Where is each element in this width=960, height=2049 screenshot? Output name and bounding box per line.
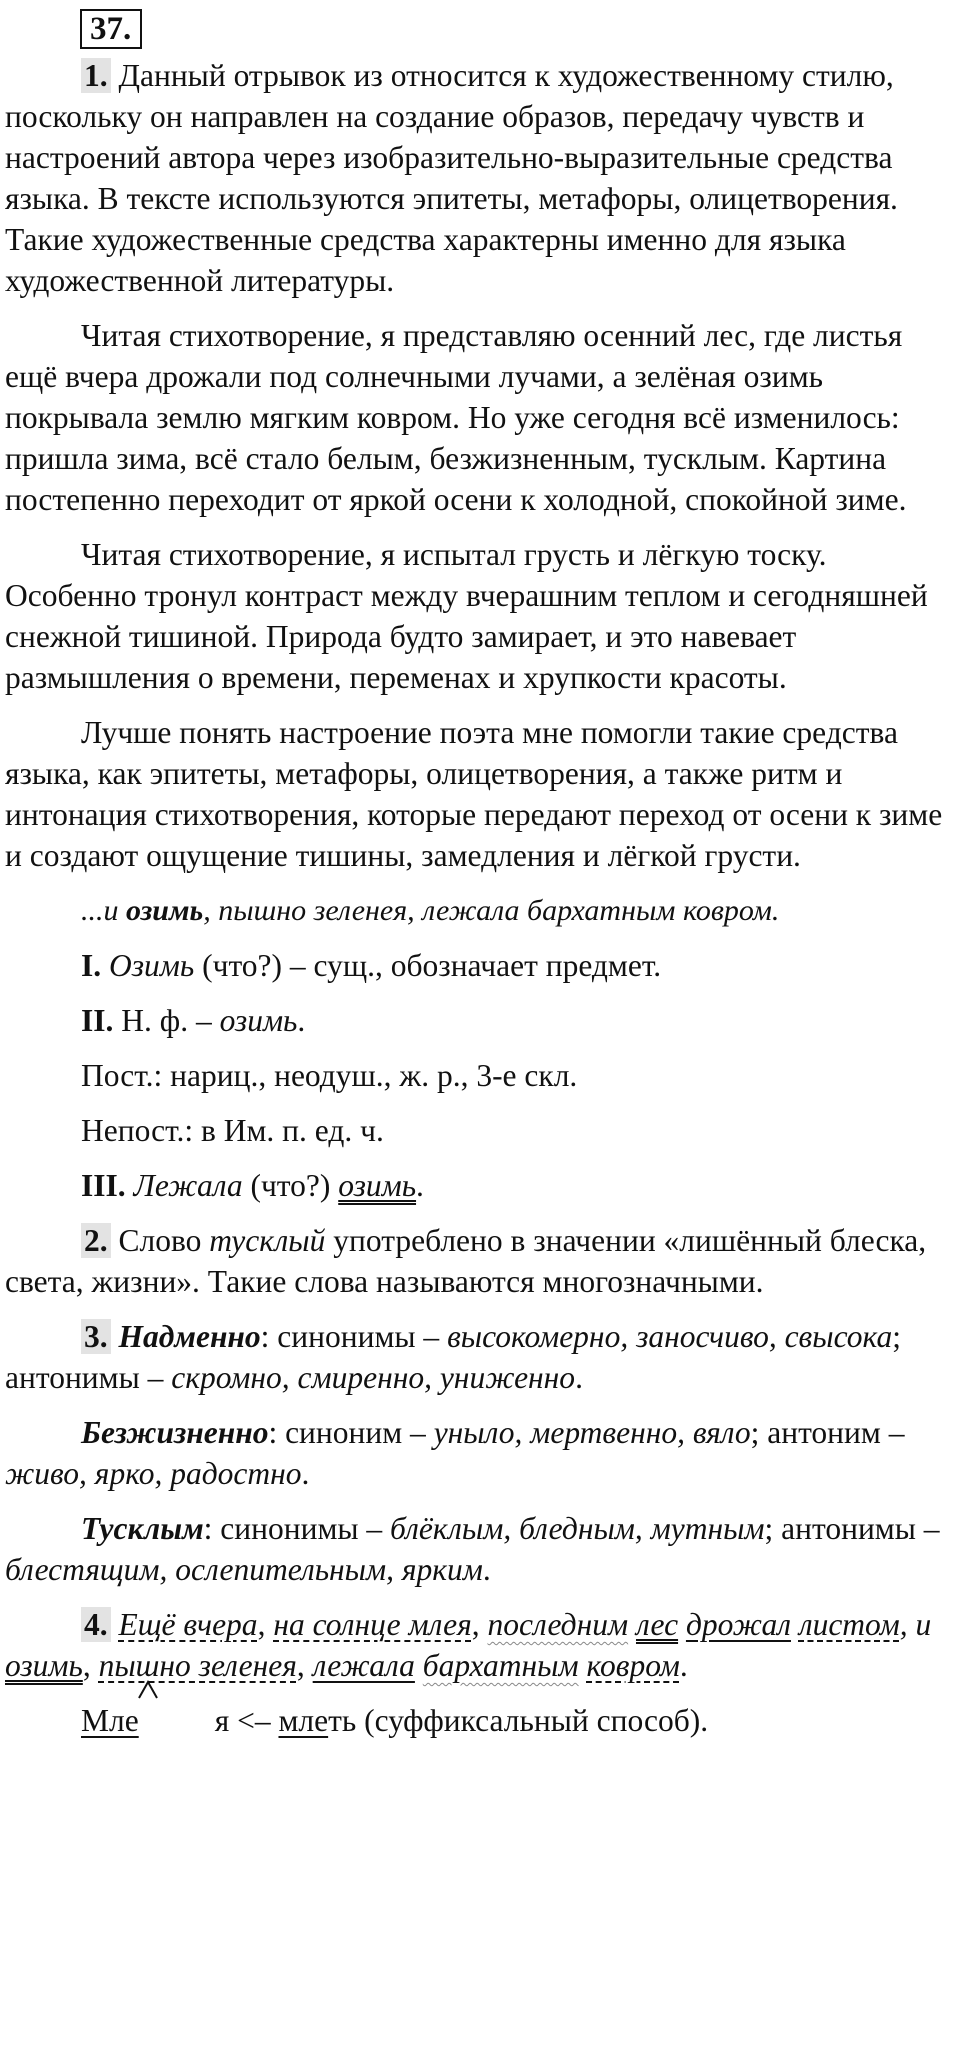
parse-step-2: II. Н. ф. – озимь. [81,1003,306,1038]
paragraph-1: 1. Данный отрывок из относится к художественному стилю, поскольку он направлен на создание образов, передачу чувств и настроений автора через изобразительно-выразительные средства языка. В тексте используются эпитеты, метафоры, олицетворения. Такие художественные средства характерны именно для языка художественной литературы. [5,58,898,298]
word-formation: Мле я <– млеть (суффиксальный способ). [5,1700,950,1741]
parse-step-3: III. Лежала (что?) озимь. [81,1168,424,1203]
item-number: 1. [81,58,111,93]
paragraph-4: Лучше понять настроение поэта мне помогли такие средства языка, как эпитеты, метафоры, олицетворения, а также ритм и интонация стихотворения, которые передают переход от осени к зиме и создают ощущение тишины, замедления и лёгкой грусти. [5,715,943,873]
suffix-marker: я [139,1700,230,1741]
item-2: 2. Слово тусклый употреблено в значении «лишённый блеска, света, жизни». Такие слова называются многозначными. [5,1223,927,1299]
parse-step-1: I. Озимь (что?) – сущ., обозначает предмет. [81,948,662,983]
item-3-bezzhiznenno: Безжизненно: синоним – уныло, мертвенно, вяло; антоним – живо, ярко, радостно. [5,1415,905,1491]
parse-constant-features: Пост.: нариц., неодуш., ж. р., 3-е скл. [81,1058,578,1093]
item-3-tusklym: Тусклым: синонимы – блёклым, бледным, мутным; антонимы – блестящим, ослепительным, ярким. [5,1511,940,1587]
paragraph-3: Читая стихотворение, я испытал грусть и лёгкую тоску. Особенно тронул контраст между вчерашним теплом и сегодняшней снежной тишиной. Природа будто замирает, и это навевает размышления о времени, переменах и хрупкости красоты. [5,537,928,695]
parse-nonconstant-features: Непост.: в Им. п. ед. ч. [81,1113,384,1148]
poem-quote: ...и озимь, пышно зеленея, лежала бархатным ковром. [81,894,780,927]
suffix-caret-icon [137,1678,159,1700]
task-number-box: 37. [80,9,142,49]
item-3-nadmenno: 3. Надменно: синонимы – высокомерно, заносчиво, свысока; антонимы – скромно, смиренно, униженно. [5,1319,901,1395]
paragraph-2: Читая стихотворение, я представляю осенний лес, где листья ещё вчера дрожали под солнечными лучами, а зелёная озимь покрывала землю мягким ковром. Но уже сегодня всё изменилось: пришла зима, всё стало белым, безжизненным, тусклым. Картина постепенно переходит от яркой осени к холодной, спокойной зиме. [5,318,907,517]
item-4-sentence-parse: 4. Ещё вчера, на солнце млея, последним лес дрожал листом, и озимь, пышно зеленея, лежала бархатным ковром. [5,1607,932,1683]
